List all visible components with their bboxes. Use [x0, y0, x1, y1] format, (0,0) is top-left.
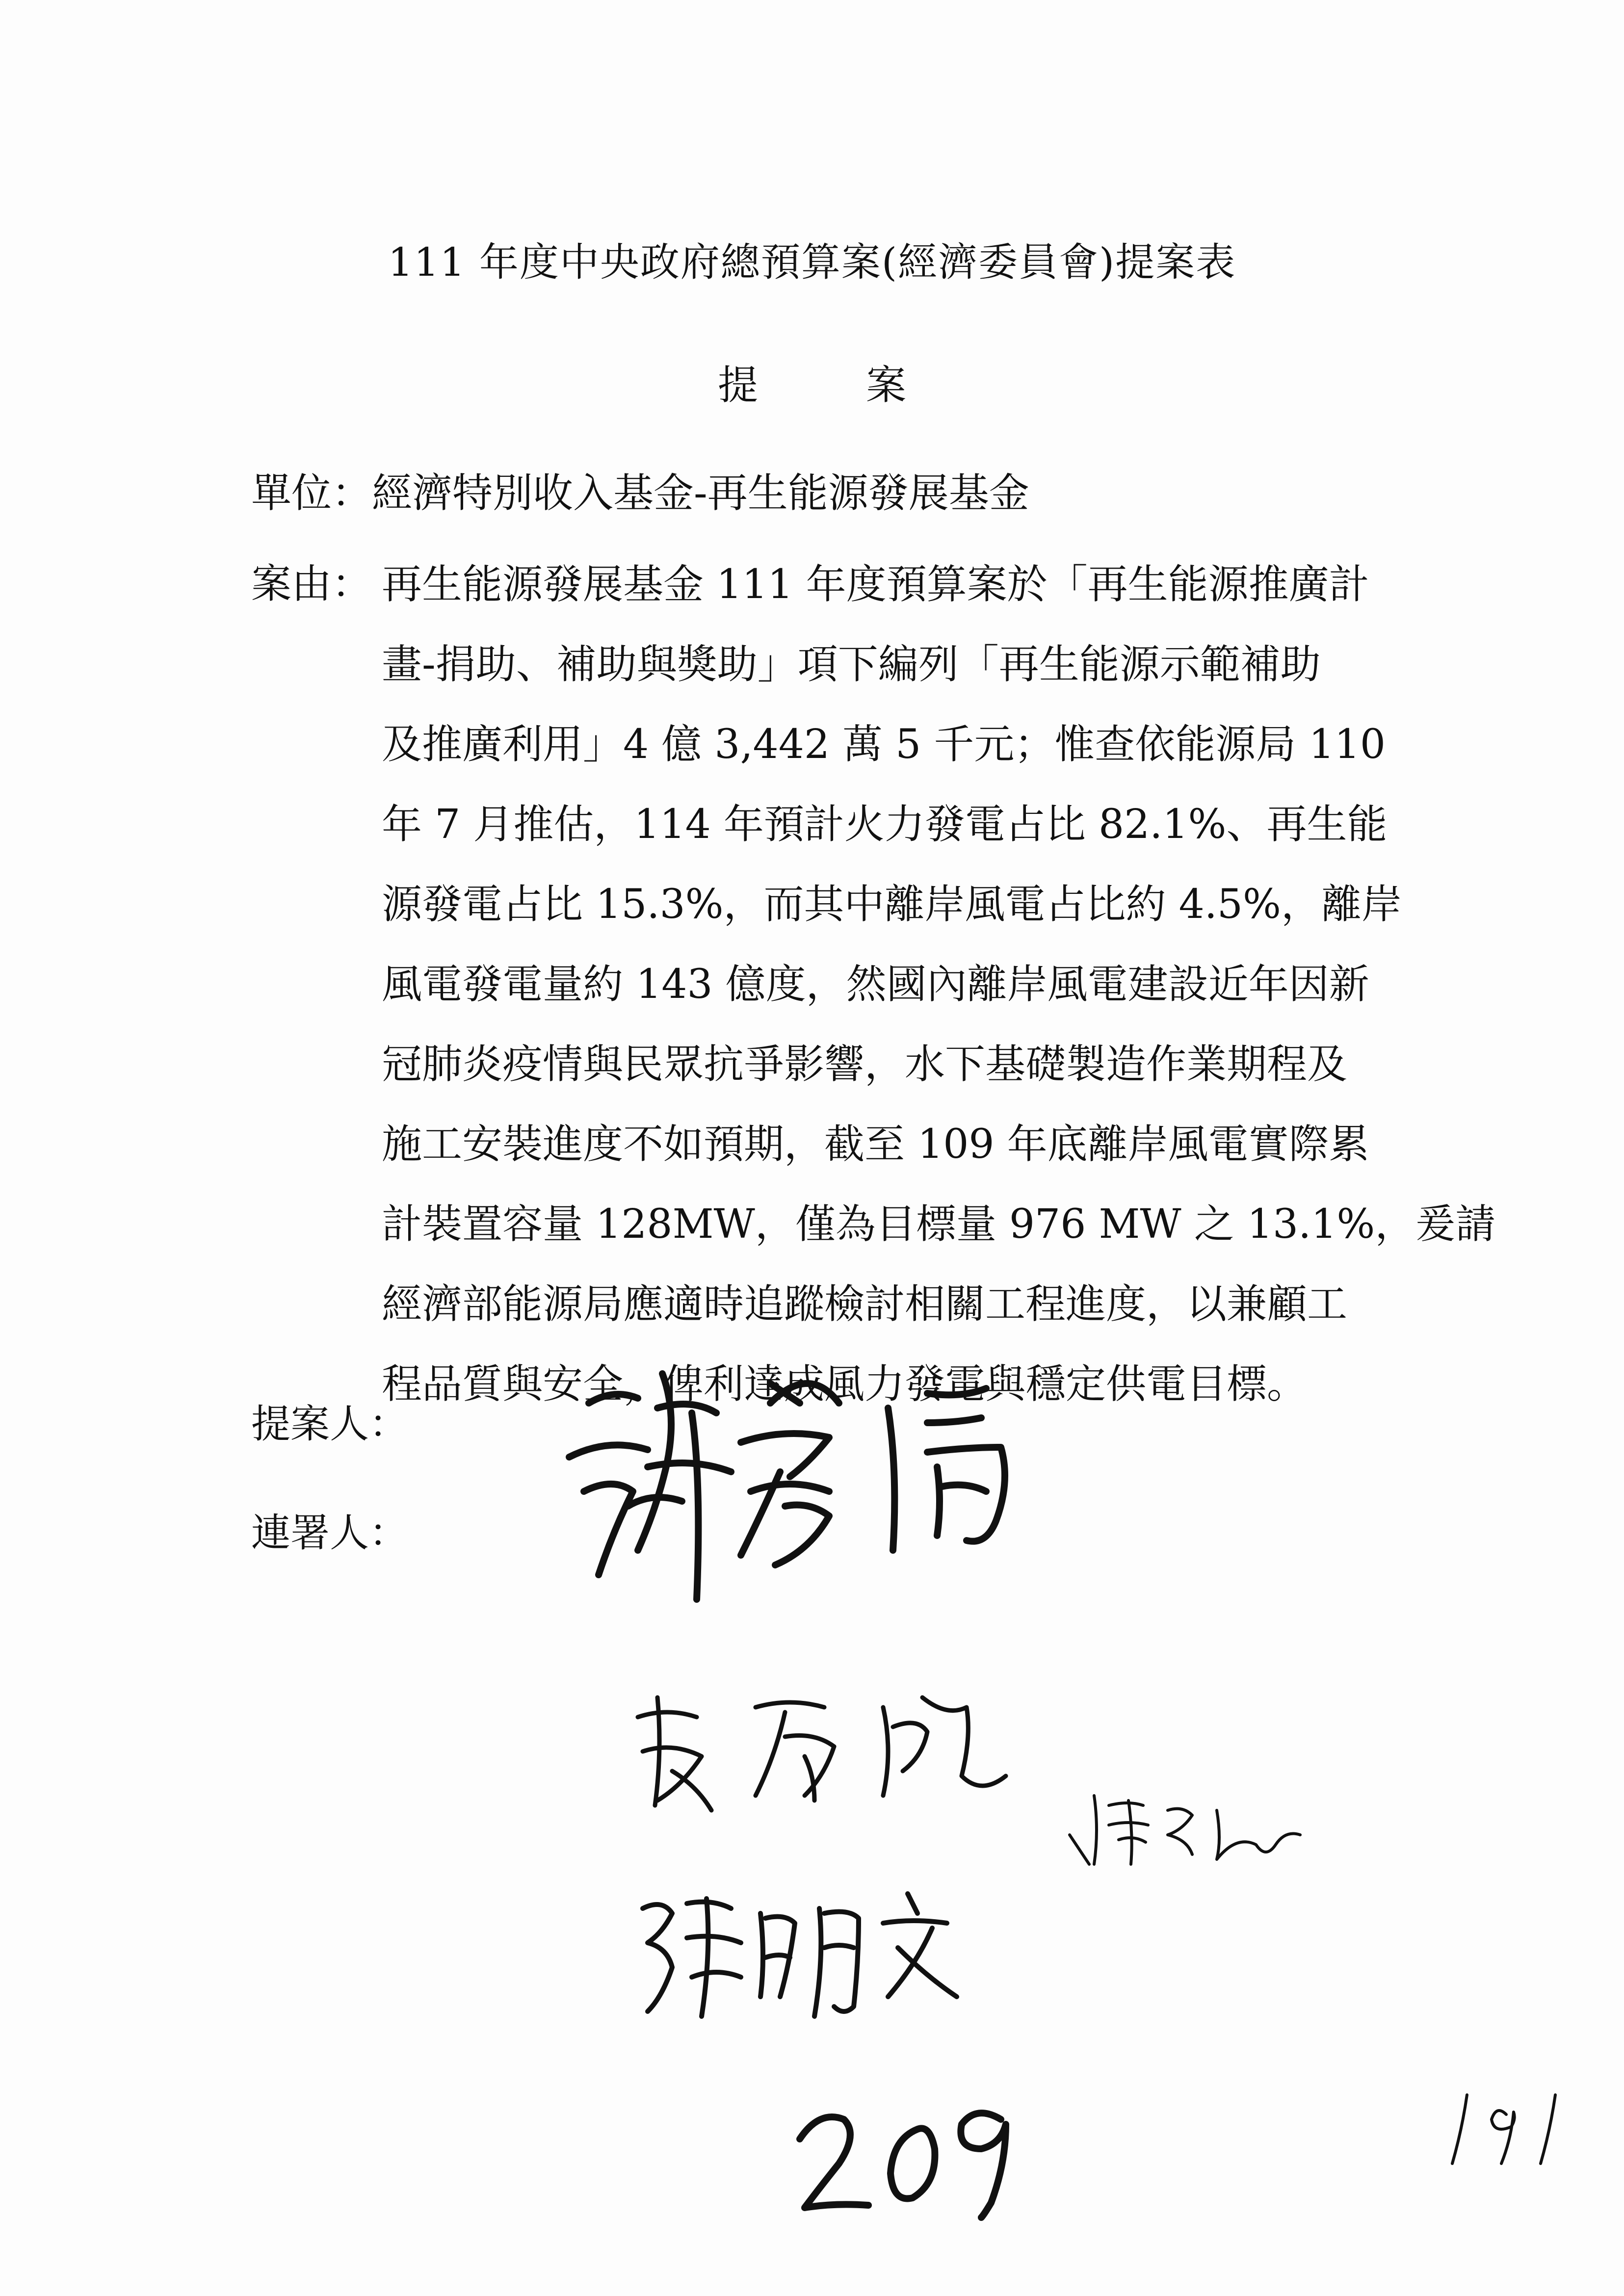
unit-line: [251, 461, 1029, 519]
reason-line: 畫-捐助、補助與獎助」項下編列「再生能源示範補助: [382, 641, 1321, 688]
cosigner-signature-2: [633, 1879, 967, 2026]
reason-line: 經濟部能源局應適時追蹤檢討相關工程進度，以兼顧工: [382, 1281, 1348, 1328]
reason-line: 及推廣利用」4 億 3,442 萬 5 千元；惟查依能源局 110: [382, 721, 1386, 768]
reason-line: 程品質與安全，俾利達成風力發電與穩定供電目標。: [382, 1361, 1308, 1408]
cosigner-label: 連署人：: [251, 1510, 408, 1556]
reason-line: 風電發電量約 143 億度，然國內離岸風電建設近年因新: [382, 961, 1369, 1008]
reason-line: 年 7 月推估，114 年預計火力發電占比 82.1%、再生能: [382, 801, 1388, 848]
reason-line: 源發電占比 15.3%，而其中離岸風電占比約 4.5%，離岸: [382, 881, 1402, 928]
reason-line: 施工安裝進度不如預期，截至 109 年底離岸風電實際累: [382, 1121, 1369, 1168]
reason-line: 冠肺炎疫情與民眾抗爭影響，水下基礎製造作業期程及: [382, 1041, 1348, 1088]
proposer-signature: [554, 1344, 1055, 1619]
unit-label: 單位：: [251, 470, 372, 517]
unit-value: 經濟特別收入基金-再生能源發展基金: [372, 470, 1029, 517]
reason-body: [382, 545, 1496, 1424]
cosigner-signature-1: [628, 1678, 1016, 1825]
corner-number-handwritten: [1447, 2085, 1585, 2173]
proposer-label: 提案人：: [251, 1401, 408, 1447]
reason-line: 再生能源發展基金 111 年度預算案於「再生能源推廣計: [382, 561, 1369, 608]
document-subtitle: 提案: [718, 362, 1014, 409]
page-number-handwritten: [790, 2085, 1025, 2222]
reason-label: 案由：: [251, 561, 372, 607]
cosigner-signature-3: [1060, 1776, 1305, 1874]
reason-line: 計裝置容量 128MW，僅為目標量 976 MW 之 13.1%，爰請: [382, 1201, 1496, 1248]
document-title: 111 年度中央政府總預算案(經濟委員會)提案表: [388, 239, 1236, 285]
